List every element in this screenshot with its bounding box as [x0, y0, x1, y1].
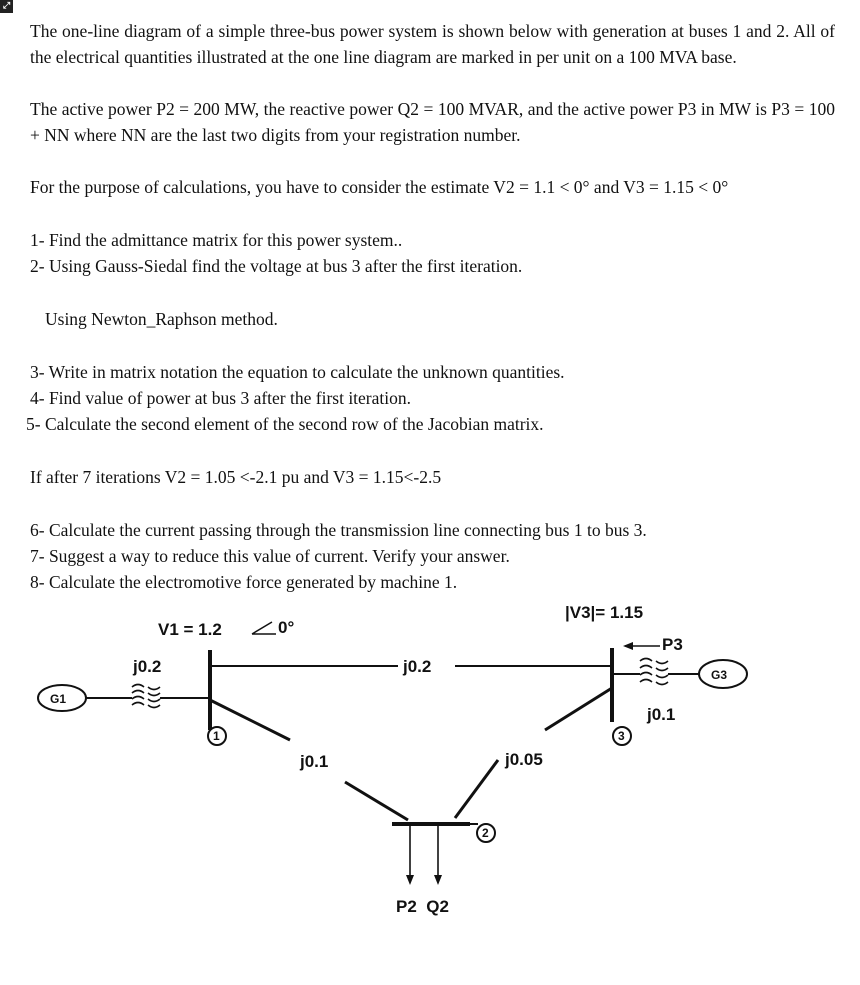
xg3-label: j0.1 [647, 705, 676, 724]
question-item-7: 7- Suggest a way to reduce this value of current. Verify your answer. [30, 546, 510, 566]
question-item-5: 5- Calculate the second element of the second row of the Jacobian matrix. [26, 414, 544, 434]
estimate-text: For the purpose of calculations, you have to consider the estimate V2 = 1.1 < 0° and V3 = 1.15 < 0° [30, 177, 729, 197]
bus-2-number: 2 [482, 826, 489, 840]
load-label: P2 Q2 [396, 897, 449, 916]
question-item-4: 4- Find value of power at bus 3 after the first iteration. [30, 388, 412, 408]
bus-3-number: 3 [618, 729, 625, 743]
load-arrow-p2-icon [406, 875, 414, 885]
angle-icon [252, 622, 276, 634]
generator-3-label: G3 [711, 668, 728, 682]
v1-angle: 0° [278, 618, 295, 637]
transformer-g3-icon [640, 659, 652, 683]
p3-label: P3 [662, 635, 683, 654]
given-data-paragraph: The active power P2 = 200 MW, the reactive power Q2 = 100 MVAR, and the active power P3 in MW is P3 = 100 + NN where NN are the last two digits from your registration number. [30, 99, 835, 145]
question-item-6: 6- Calculate the current passing through the transmission line connecting bus 1 to bus 3. [30, 520, 647, 540]
xg1-label: j0.2 [133, 657, 162, 676]
v3-magnitude-label: |V3|= 1.15 [565, 603, 644, 622]
x23-label: j0.05 [505, 750, 543, 769]
line-1-2-upper [210, 700, 290, 740]
x12-label: j0.1 [300, 752, 329, 771]
v1-label: V1 = 1.2 [158, 620, 222, 639]
question-item-1: 1- Find the admittance matrix for this power system.. [30, 230, 403, 250]
bus-1-number: 1 [213, 729, 220, 743]
line-3-2-lower [455, 760, 498, 818]
transformer-g1-icon [132, 685, 144, 706]
question-item-2: 2- Using Gauss-Siedal find the voltage at bus 3 after the first iteration. [30, 256, 523, 276]
expand-icon[interactable]: ⤢ [0, 0, 13, 13]
generator-1-label: G1 [50, 692, 67, 706]
intro-paragraph: The one-line diagram of a simple three-bus power system is shown below with generation at buses 1 and 2. All of the electrical quantities illustrated at the one line diagram are marked in per unit on a 100 MVA base. [30, 21, 835, 67]
one-line-diagram [0, 590, 860, 980]
question-item-3: 3- Write in matrix notation the equation to calculate the unknown quantities. [30, 362, 565, 382]
x13-label: j0.2 [403, 657, 432, 676]
line-1-2-lower [345, 782, 408, 820]
p3-arrow-icon [623, 642, 633, 650]
question-item-8: 8- Calculate the electromotive force generated by machine 1. [30, 572, 458, 592]
load-arrow-q2-icon [434, 875, 442, 885]
newton-raphson-heading: Using Newton_Raphson method. [45, 309, 278, 329]
line-3-2-upper [545, 688, 612, 730]
iteration-statement: If after 7 iterations V2 = 1.05 <-2.1 pu and V3 = 1.15<-2.5 [30, 467, 442, 487]
